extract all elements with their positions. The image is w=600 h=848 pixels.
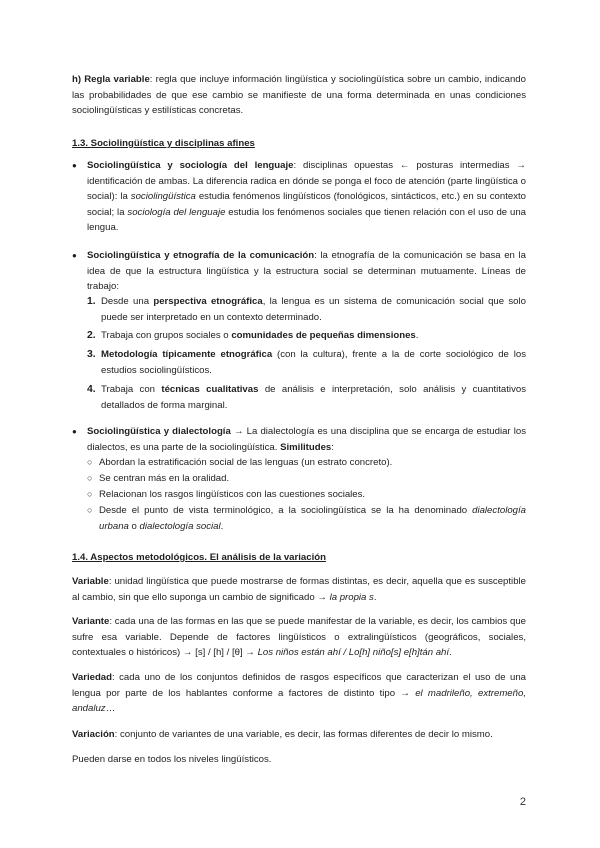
- similarity-4: [87, 503, 526, 534]
- bullet-dot: ●: [72, 251, 77, 260]
- definition-variante: [72, 614, 526, 661]
- bullet-1-text-a: : disciplinas opuestas ← posturas intermedias → identificación de ambas. La diferencia radica en dónde se ponga el foco de atención (parte lingüística o social): la: [87, 160, 526, 203]
- similarity-text: o: [128, 520, 140, 532]
- bullet-1-label: Sociolingüística y sociología del lenguaje: [87, 160, 294, 171]
- circle-bullet-icon: ○: [87, 489, 93, 499]
- definition-variacion: [72, 727, 526, 743]
- item-h-text: : regla que incluye información lingüística y sociolingüística sobre un cambio, indicando las probabilidades de que ese cambio se manifieste de una forma determinada en unas condiciones sociolingüísticas y estilísticas concretas.: [72, 74, 526, 117]
- definition-text: : conjunto de variantes de una variable, es decir, las formas diferentes de decir lo mismo.: [114, 729, 493, 740]
- work-line-text: .: [415, 330, 419, 341]
- definition-example: Los niños están ahí / Lo[h] niño[s] e[h]tán ahí: [257, 647, 450, 659]
- item-h: [72, 72, 526, 119]
- page-number: 2: [519, 796, 526, 808]
- bullet-sociologia: [72, 158, 526, 236]
- work-line-number: 3.: [87, 349, 96, 360]
- work-line-4: [87, 382, 526, 413]
- bullet-1-text-b: estudia fenómenos lingüísticos (fonológicos, sintácticos, etc.) en su contexto social; la: [87, 191, 526, 218]
- bullet-1-italic-a: sociolingüística: [130, 191, 196, 203]
- similarity-text: .: [220, 520, 224, 532]
- definition-end: .: [449, 647, 452, 659]
- definition-end: .: [373, 591, 377, 603]
- item-h-marker: h): [72, 74, 82, 85]
- similarity-italic: dialectología urbana: [99, 505, 526, 532]
- work-line-bold: Metodología típicamente etnográfica: [101, 349, 273, 360]
- bullet-3-label2: Similitudes: [280, 441, 332, 453]
- definition-end: …: [105, 703, 116, 715]
- definition-text: : cada uno de los conjuntos definidos de rasgos específicos que caracterizan el uso de una lengua por parte de los hablantes conforme a factores de distinto tipo →: [72, 672, 526, 699]
- closing-paragraph: [72, 752, 526, 768]
- work-line-bold: técnicas cualitativas: [161, 384, 259, 395]
- circle-bullet-icon: ○: [87, 457, 93, 467]
- bullet-1-text-c: estudia los fenómenos sociales que tienen relación con el uso de una lengua.: [87, 206, 526, 234]
- definition-label: Variable: [72, 576, 109, 587]
- similarity-text: Desde el punto de vista terminológico, a la sociolingüística se la ha denominado: [99, 505, 473, 516]
- bullet-2-label: Sociolingüística y etnografía de la comunicación: [87, 250, 315, 261]
- definition-label: Variedad: [72, 672, 112, 683]
- work-line-number: 1.: [87, 296, 96, 307]
- bullet-dot: ●: [72, 427, 77, 436]
- bullet-dot: ●: [72, 161, 77, 170]
- similarity-1: [87, 455, 526, 471]
- work-line-2: [87, 328, 526, 344]
- bullet-3-text: → La dialectología es una disciplina que se encarga de estudiar los dialectos, es una parte de la sociolingüística.: [87, 426, 526, 453]
- definition-example: la propia s: [329, 591, 374, 603]
- work-line-number: 2.: [87, 330, 96, 341]
- bullet-etnografia: [72, 248, 526, 295]
- definition-variedad: [72, 670, 526, 717]
- bullet-2-text: : la etnografía de la comunicación se basa en la idea de que la estructura lingüística y la estructura social se determinan mutuamente. Líneas de trabajo:: [87, 250, 526, 293]
- work-line-text: Trabaja con grupos sociales o: [101, 330, 232, 341]
- work-line-text: , la lengua es un sistema de comunicación social que solo puede ser interpretado en un contexto determinado.: [101, 296, 526, 323]
- closing-text: Pueden darse en todos los niveles lingüísticos.: [72, 754, 272, 765]
- work-line-text: Desde una: [101, 296, 154, 307]
- definition-variable: [72, 574, 526, 605]
- work-line-text: Trabaja con: [101, 384, 162, 395]
- definition-text: : cada una de las formas en las que se puede manifestar de la variable, es decir, los cambios que sufre esa variable. Depende de factores lingüísticos o extralingüísticos (geográficos, sociales, contextuales o históricos) → [s] / [h] / [θ] →: [72, 616, 526, 659]
- section-13-heading: 1.3. Sociolingüística y disciplinas afines: [72, 138, 255, 149]
- similarity-text: Se centran más en la oralidad.: [99, 473, 230, 484]
- definition-text: : unidad lingüística que puede mostrarse de formas distintas, es decir, aquella que es susceptible al cambio, sin que ello suponga un cambio de significado →: [72, 576, 526, 603]
- similarity-text: Relacionan los rasgos lingüísticos con las cuestiones sociales.: [99, 489, 366, 500]
- similarity-text: Abordan la estratificación social de las lenguas (un estrato concreto).: [99, 457, 393, 468]
- bullet-dialectologia: [72, 424, 526, 455]
- bullet-1-italic-b: sociología del lenguaje: [127, 206, 226, 218]
- bullet-3-label: Sociolingüística y dialectología: [87, 426, 231, 437]
- similarity-3: [87, 487, 526, 503]
- definition-example: el madrileño, extremeño, andaluz: [72, 687, 526, 715]
- similarity-italic: dialectología social: [139, 520, 221, 532]
- work-line-number: 4.: [87, 384, 96, 395]
- work-line-bold: perspectiva etnográfica: [153, 296, 263, 307]
- similarity-2: [87, 471, 526, 487]
- item-h-label: Regla variable: [84, 74, 150, 85]
- work-line-text: (con la cultura), frente a la de corte sociológico de los estudios sociolingüísticos.: [101, 349, 526, 376]
- bullet-3-colon: :: [331, 441, 334, 453]
- circle-bullet-icon: ○: [87, 505, 93, 515]
- definition-label: Variante: [72, 616, 110, 627]
- work-line-bold: comunidades de pequeñas dimensiones: [231, 330, 416, 341]
- circle-bullet-icon: ○: [87, 473, 93, 483]
- work-line-1: [87, 294, 526, 325]
- work-line-text: de análisis e interpretación, solo análisis y cuantitativos detallados de forma marginal.: [101, 384, 526, 411]
- definition-label: Variación: [72, 729, 115, 740]
- work-line-3: [87, 347, 526, 378]
- section-14-heading: 1.4. Aspectos metodológicos. El análisis de la variación: [72, 552, 326, 563]
